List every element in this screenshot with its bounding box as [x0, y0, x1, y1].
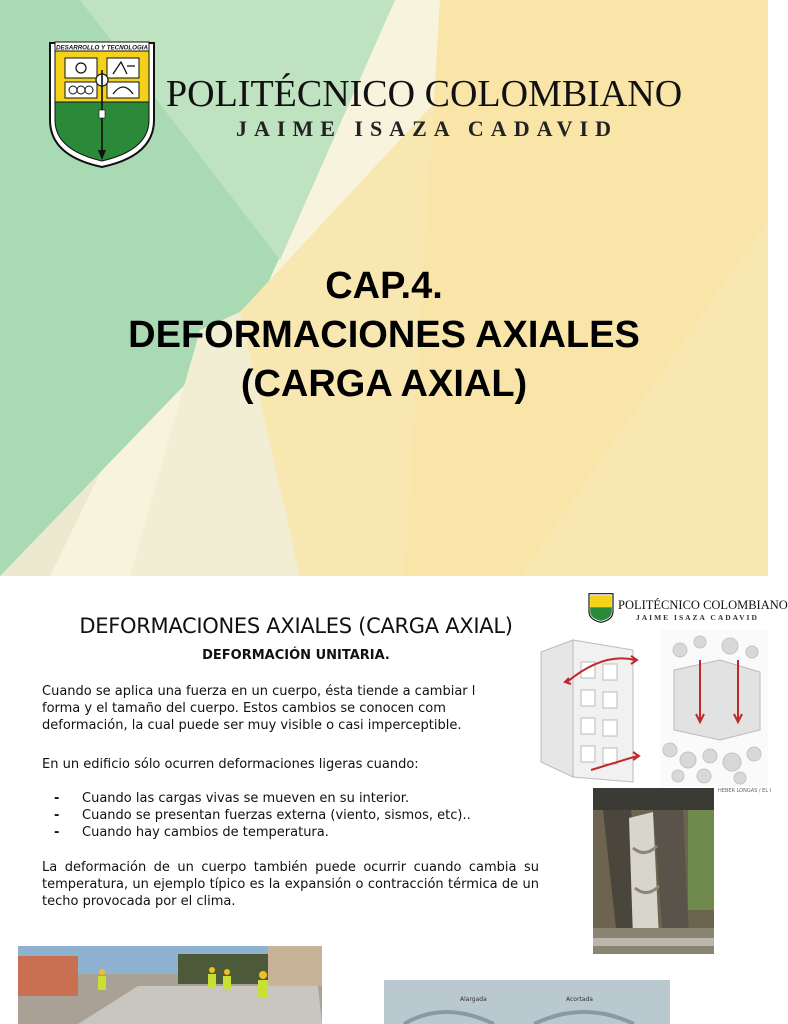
- chapter-title: [0, 262, 768, 409]
- bullet-dash: -: [54, 791, 60, 806]
- construction-photo: [18, 946, 322, 1024]
- image-credit: HEBER LONGAS / EL I: [718, 788, 772, 794]
- content-slide: [0, 576, 788, 1024]
- bullet-text: Cuando las cargas vivas se mueven en su interior.: [82, 791, 410, 806]
- deformation-diagram: [384, 980, 670, 1024]
- bullet-list: [42, 790, 542, 841]
- damaged-column-photo: [593, 788, 714, 954]
- slide-title: DEFORMACIONES AXIALES (CARGA AXIAL): [79, 614, 513, 638]
- intro-line: forma y el tamaño del cuerpo. Estos cambios se conocen com: [42, 701, 446, 716]
- mini-logo-name: POLITÉCNICO COLOMBIANO: [618, 598, 788, 612]
- diagram-label-elongated: Alargada: [460, 996, 487, 1003]
- list-item: [42, 790, 542, 807]
- title-line-subtopic: (CARGA AXIAL): [240, 363, 528, 405]
- institution-name: POLITÉCNICO COLOMBIANO: [166, 73, 683, 115]
- collapsed-building-image: [660, 630, 768, 786]
- list-item: [42, 807, 542, 824]
- mini-crest: [588, 593, 614, 623]
- institution-crest: [47, 40, 157, 170]
- list-item: [42, 824, 542, 841]
- condition-text: En un edificio sólo ocurren deformaciones ligeras cuando:: [42, 757, 419, 772]
- closing-paragraph: La deformación de un cuerpo también puede ocurrir cuando cambia su temperatura, un ejemplo típico es la expansión o contracción térmica de un techo provocada por el clima.: [42, 860, 539, 909]
- intro-paragraph: [42, 683, 539, 734]
- title-line-topic: DEFORMACIONES AXIALES: [128, 314, 640, 356]
- bullet-text: Cuando hay cambios de temperatura.: [82, 825, 329, 840]
- slide-subtitle: DEFORMACIÓN UNITARIA.: [202, 648, 390, 663]
- mini-logo-subtitle: JAIME ISAZA CADAVID: [636, 613, 759, 622]
- intro-line: Cuando se aplica una fuerza en un cuerpo, ésta tiende a cambiar l: [42, 684, 476, 699]
- bullet-dash: -: [54, 808, 60, 823]
- diagram-label-shortened: Acortada: [566, 996, 593, 1003]
- crest-banner-text: DESARROLLO Y TECNOLOGIA: [56, 44, 148, 52]
- institution-subtitle: JAIME ISAZA CADAVID: [236, 116, 618, 141]
- intro-line: deformación, la cual puede ser muy visible o casi imperceptible.: [42, 718, 462, 733]
- bullet-dash: -: [54, 825, 60, 840]
- title-line-chapter: CAP.4.: [325, 265, 443, 307]
- bullet-text: Cuando se presentan fuerzas externa (viento, sismos, etc)..: [82, 808, 471, 823]
- building-sketch-image: [533, 632, 663, 782]
